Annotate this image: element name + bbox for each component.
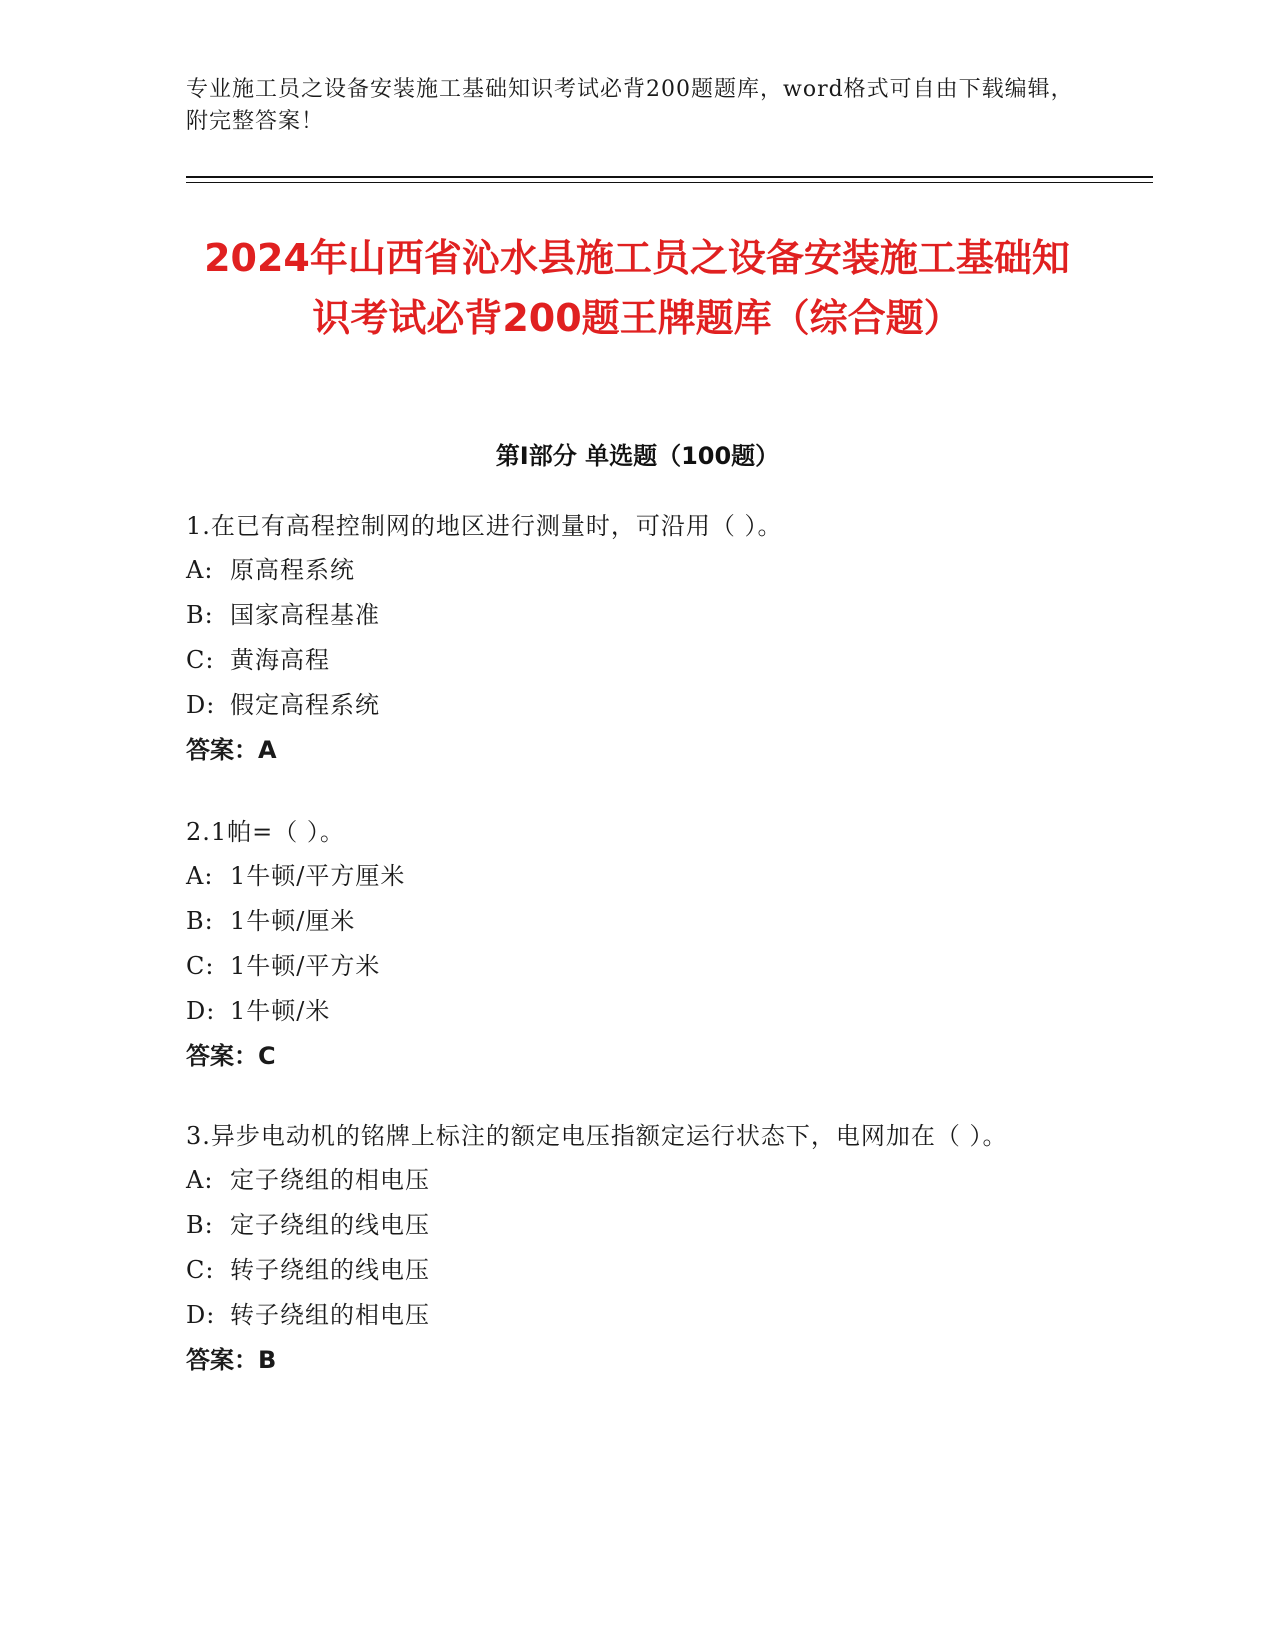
header-rule-thin [186,182,1153,183]
option-text: 1牛顿/平方厘米 [230,862,406,890]
option-text: 原高程系统 [230,556,355,584]
option-text: 转子绕组的相电压 [230,1301,430,1329]
option-letter: D: [186,691,216,719]
option-b [186,1203,1086,1248]
option-text: 定子绕组的相电压 [230,1166,430,1194]
answer-value: A [258,736,277,764]
option-text: 转子绕组的线电压 [230,1256,430,1284]
option-c [186,944,1086,989]
option-d [186,683,1086,728]
option-text: 1牛顿/厘米 [230,907,356,935]
option-a [186,854,1086,899]
option-text: 1牛顿/米 [230,997,331,1025]
option-letter: A: [186,556,214,584]
option-d [186,1293,1086,1338]
option-letter: A: [186,862,214,890]
question-3 [186,1114,1086,1383]
option-a [186,1158,1086,1203]
option-letter: B: [186,1211,214,1239]
option-text: 定子绕组的线电压 [230,1211,430,1239]
option-text: 国家高程基准 [230,601,380,629]
option-c [186,638,1086,683]
question-stem: 2.1帕=（ ）。 [186,818,345,846]
question-stem: 3.异步电动机的铭牌上标注的额定电压指额定运行状态下，电网加在（ ）。 [186,1122,1008,1150]
option-b [186,593,1086,638]
answer-value: B [258,1346,277,1374]
option-b [186,899,1086,944]
option-text: 假定高程系统 [230,691,380,719]
question-2 [186,810,1086,1079]
answer-line [186,728,1086,773]
option-c [186,1248,1086,1293]
option-a [186,548,1086,593]
option-letter: D: [186,1301,216,1329]
option-letter: D: [186,997,216,1025]
header-rule-thick [186,176,1153,178]
option-letter: C: [186,952,215,980]
answer-prefix: 答案： [186,1042,258,1070]
question-1 [186,504,1086,773]
answer-prefix: 答案： [186,736,258,764]
option-text: 黄海高程 [230,646,330,674]
question-stem: 1.在已有高程控制网的地区进行测量时，可沿用（ ）。 [186,512,783,540]
header-note: 专业施工员之设备安装施工基础知识考试必背200题题库，word格式可自由下载编辑，附完整答案！ [186,77,1074,134]
answer-value: C [258,1042,276,1070]
answer-line [186,1034,1086,1079]
document-title: 2024年山西省沁水县施工员之设备安装施工基础知识考试必背200题王牌题库（综合题） [204,236,1070,340]
option-letter: B: [186,601,214,629]
section-title: 第I部分 单选题（100题） [495,442,780,470]
answer-line [186,1338,1086,1383]
option-letter: C: [186,1256,215,1284]
option-letter: A: [186,1166,214,1194]
option-letter: B: [186,907,214,935]
option-text: 1牛顿/平方米 [230,952,381,980]
answer-prefix: 答案： [186,1346,258,1374]
option-letter: C: [186,646,215,674]
option-d [186,989,1086,1034]
